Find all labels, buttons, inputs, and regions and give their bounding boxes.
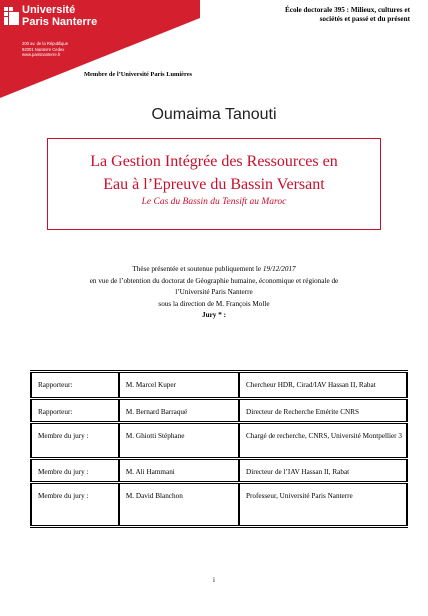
jury-role: Membre du jury : bbox=[31, 482, 119, 526]
jury-member-name: M. David Blanchon bbox=[119, 482, 239, 526]
address-line2: 92001 Nanterre Cedex bbox=[22, 46, 65, 52]
thesis-statement bbox=[40, 264, 388, 322]
doctorate-line bbox=[40, 276, 388, 288]
address-line1: 200 av. de la République bbox=[22, 41, 69, 46]
university-name-line1: Université bbox=[22, 4, 76, 16]
jury-affiliation: Chargé de recherche, CNRS, Université Montpellier 3 bbox=[239, 422, 407, 458]
defense-date: 19/12/2017 bbox=[262, 265, 296, 273]
jury-affiliation: Chercheur HDR, Cirad/IAV Hassan II, Rabat bbox=[239, 372, 407, 399]
thesis-title-box bbox=[47, 138, 381, 230]
thesis-title-line2: Eau à l’Epreuve du Bassin Versant bbox=[103, 176, 325, 193]
jury-member-name: M. Bernard Barraqué bbox=[119, 399, 239, 423]
jury-affiliation: Professeur, Université Paris Nanterre bbox=[239, 482, 407, 526]
university-address bbox=[22, 41, 68, 58]
jury-table bbox=[30, 370, 408, 528]
jury-role: Membre du jury : bbox=[31, 458, 119, 482]
jury-affiliation: Directeur de l’IAV Hassan II, Rabat bbox=[239, 458, 407, 482]
doctorate-suffix: de bbox=[329, 276, 339, 285]
defense-line bbox=[40, 264, 388, 276]
jury-role: Membre du jury : bbox=[31, 422, 119, 458]
defense-prefix: Thèse présentée et soutenue publiquement le bbox=[132, 265, 263, 273]
doctoral-school: École doctorale 395 : Milieux, cultures et sociétés et passé et du présent bbox=[284, 6, 410, 23]
address-line3: www.parisnanterre.fr bbox=[22, 52, 61, 57]
jury-heading: Jury * : bbox=[202, 311, 226, 319]
doctorate-prefix: en vue de l’obtention du doctorat de bbox=[89, 276, 196, 285]
jury-row bbox=[31, 482, 407, 526]
jury-row bbox=[31, 372, 407, 399]
university-line: l’Université Paris Nanterre bbox=[175, 288, 253, 296]
jury-affiliation: Directeur de Recherche Emérite CNRS bbox=[239, 399, 407, 423]
jury-member-name: M. Ali Hammani bbox=[119, 458, 239, 482]
thesis-subtitle: Le Cas du Bassin du Tensift au Maroc bbox=[141, 197, 287, 207]
jury-row bbox=[31, 458, 407, 482]
discipline: Géographie humaine, économique et régionale bbox=[195, 276, 330, 285]
membership-line: Membre de l’Université Paris Lumières bbox=[84, 71, 193, 78]
page-number: i bbox=[213, 576, 215, 584]
jury-role: Rapporteur: bbox=[31, 399, 119, 423]
jury-role: Rapporteur: bbox=[31, 372, 119, 399]
jury-member-name: M. Ghiotti Stéphane bbox=[119, 422, 239, 458]
jury-row bbox=[31, 399, 407, 423]
thesis-title-line1: La Gestion Intégrée des Ressources en bbox=[90, 153, 338, 170]
supervisor-line: sous la direction de M. François Molle bbox=[158, 299, 270, 308]
jury-member-name: M. Marcel Kuper bbox=[119, 372, 239, 399]
jury-row bbox=[31, 422, 407, 458]
university-logo-text bbox=[22, 4, 97, 28]
university-name-line2: Paris Nanterre bbox=[22, 16, 98, 28]
author-name: Oumaima Tanouti bbox=[151, 106, 277, 123]
university-logo-icon bbox=[4, 7, 19, 25]
thesis-title bbox=[48, 150, 380, 196]
